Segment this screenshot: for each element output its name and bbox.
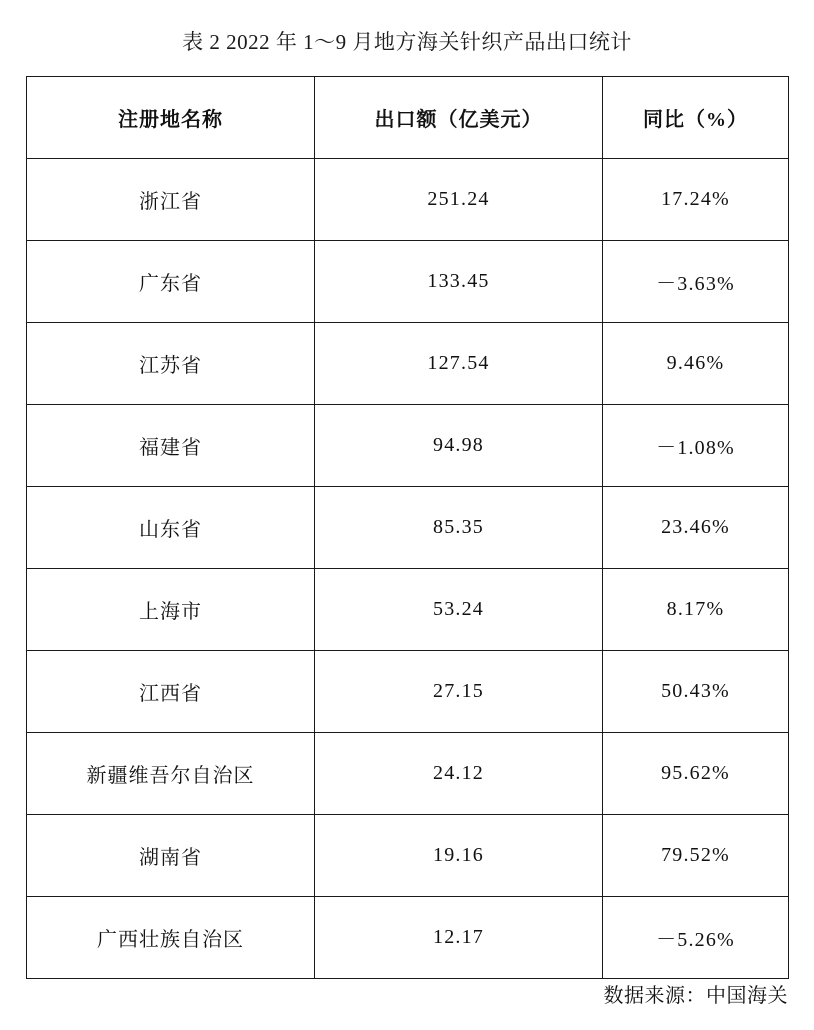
cell-yoy: 8.17% (603, 569, 789, 651)
column-header-export-value: 出口额（亿美元） (315, 77, 603, 159)
cell-export-value: 94.98 (315, 405, 603, 487)
cell-region: 浙江省 (27, 159, 315, 241)
table-row (27, 815, 789, 897)
table-row (27, 405, 789, 487)
column-header-yoy: 同比（%） (603, 77, 789, 159)
cell-export-value: 133.45 (315, 241, 603, 323)
cell-yoy: －5.26% (603, 897, 789, 979)
cell-export-value: 127.54 (315, 323, 603, 405)
cell-yoy: 79.52% (603, 815, 789, 897)
table-row (27, 651, 789, 733)
cell-yoy: －1.08% (603, 405, 789, 487)
table-row (27, 241, 789, 323)
cell-export-value: 251.24 (315, 159, 603, 241)
cell-export-value: 12.17 (315, 897, 603, 979)
cell-yoy: 50.43% (603, 651, 789, 733)
cell-region: 广东省 (27, 241, 315, 323)
table-row (27, 487, 789, 569)
cell-region: 上海市 (27, 569, 315, 651)
column-header-region: 注册地名称 (27, 77, 315, 159)
table-row (27, 569, 789, 651)
table-caption: 表 2 2022 年 1～9 月地方海关针织产品出口统计 (182, 30, 632, 54)
table-container (26, 76, 788, 979)
cell-region: 江苏省 (27, 323, 315, 405)
cell-export-value: 19.16 (315, 815, 603, 897)
table-row (27, 159, 789, 241)
cell-yoy: 23.46% (603, 487, 789, 569)
table-row (27, 323, 789, 405)
cell-export-value: 24.12 (315, 733, 603, 815)
cell-region: 湖南省 (27, 815, 315, 897)
cell-export-value: 53.24 (315, 569, 603, 651)
cell-export-value: 85.35 (315, 487, 603, 569)
cell-yoy: 17.24% (603, 159, 789, 241)
cell-region: 山东省 (27, 487, 315, 569)
table-row (27, 733, 789, 815)
table-row (27, 897, 789, 979)
export-statistics-table (26, 76, 789, 979)
cell-yoy: －3.63% (603, 241, 789, 323)
cell-region: 广西壮族自治区 (27, 897, 315, 979)
cell-region: 江西省 (27, 651, 315, 733)
cell-yoy: 9.46% (603, 323, 789, 405)
cell-export-value: 27.15 (315, 651, 603, 733)
cell-yoy: 95.62% (603, 733, 789, 815)
data-source-note: 数据来源：中国海关 (603, 985, 788, 1007)
cell-region: 福建省 (27, 405, 315, 487)
table-header-row (27, 77, 789, 159)
cell-region: 新疆维吾尔自治区 (27, 733, 315, 815)
